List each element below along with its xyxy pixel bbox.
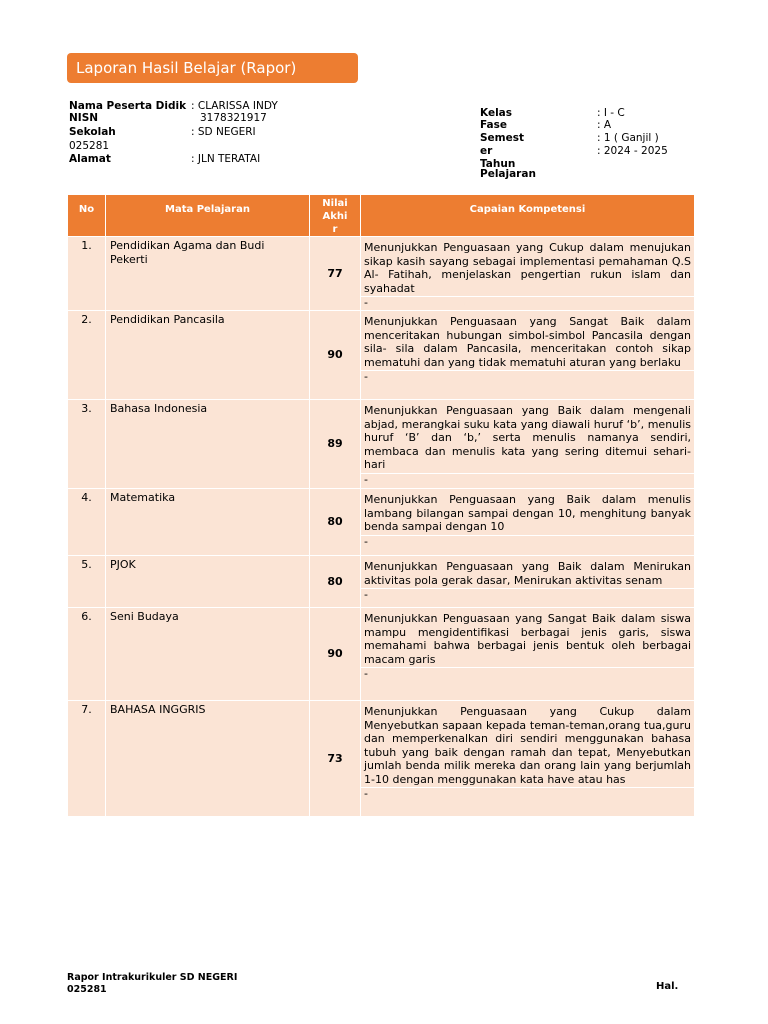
subject-name: Matematika — [106, 489, 310, 556]
address-value: : JLN TERATAI — [191, 153, 261, 165]
header-subject: Mata Pelajaran — [106, 195, 310, 237]
year-label: Tahun — [480, 158, 516, 170]
final-score: 80 — [310, 489, 361, 556]
competency-text: Menunjukkan Penguasaan yang Cukup dalam menujukan sikap kasih sayang sebagai implementasi pemahaman Q.S Al- Fatihah, menjelaskan pengertian rukun islam dan syahadat — [364, 241, 691, 295]
competency-dash: - — [361, 588, 694, 601]
report-title-banner — [67, 53, 358, 83]
table-row — [68, 489, 695, 556]
student-name-label: Nama Peserta Didik — [69, 100, 187, 112]
final-score: 90 — [310, 608, 361, 701]
competency-dash: - — [361, 787, 694, 800]
competency-text: Menunjukkan Penguasaan yang Baik dalam menulis lambang bilangan sampai dengan 10, menghitung banyak benda sampai dengan 10 — [364, 493, 691, 533]
semester-label: Semest — [480, 132, 525, 144]
competency-dash: - — [361, 535, 694, 548]
row-number: 2. — [68, 311, 106, 400]
grades-table — [67, 194, 695, 817]
final-score: 89 — [310, 400, 361, 489]
table-row — [68, 237, 695, 311]
competency-cell — [361, 556, 695, 608]
year-label-cont: Pelajaran — [480, 168, 536, 180]
competency-text: Menunjukkan Penguasaan yang Sangat Baik dalam menceritakan hubungan simbol-simbol Pancasila dengan sila- sila dalam Pancasila, menceritakan contoh sikap mematuhi dan yang tidak mematuhi aturan yang berlaku — [364, 315, 691, 369]
row-number: 4. — [68, 489, 106, 556]
subject-name: BAHASA INGGRIS — [106, 701, 310, 817]
table-row — [68, 400, 695, 489]
nisn-value: 3178321917 — [200, 112, 267, 124]
nisn-label: NISN — [69, 112, 99, 124]
address-label: Alamat — [69, 153, 111, 165]
footer-page-label: Hal. — [656, 981, 679, 992]
phase-value: : A — [597, 119, 612, 131]
school-code: 025281 — [69, 140, 110, 152]
row-number: 5. — [68, 556, 106, 608]
table-row — [68, 311, 695, 400]
competency-text: Menunjukkan Penguasaan yang Cukup dalam Menyebutkan sapaan kepada teman-teman,orang tua,guru dan memperkenalkan diri sendiri menggunakan bahasa tubuh yang baik dengan ramah dan tepat, Menyebutkan jumlah benda milik mereka dan orang lain yang berjumlah 1-10 dengan menggunakan kata have atau has — [364, 705, 691, 786]
competency-dash: - — [361, 667, 694, 680]
school-label: Sekolah — [69, 126, 116, 138]
table-header-row — [68, 195, 695, 237]
competency-cell — [361, 400, 695, 489]
header-no: No — [68, 195, 106, 237]
subject-name: Pendidikan Pancasila — [106, 311, 310, 400]
competency-dash: - — [361, 370, 694, 383]
table-row — [68, 556, 695, 608]
class-label: Kelas — [480, 107, 513, 119]
footer-school: Rapor Intrakurikuler SD NEGERI 025281 — [67, 972, 238, 995]
competency-text: Menunjukkan Penguasaan yang Baik dalam Menirukan aktivitas pola gerak dasar, Menirukan aktivitas senam — [364, 560, 691, 587]
report-title: Laporan Hasil Belajar (Rapor) — [76, 59, 297, 77]
header-competency: Capaian Kompetensi — [361, 195, 695, 237]
subject-name: PJOK — [106, 556, 310, 608]
competency-text: Menunjukkan Penguasaan yang Baik dalam mengenali abjad, merangkai suku kata yang diawali huruf ‘b’, menulis huruf ‘B’ dan ‘b,’ serta menulis namanya sendiri, membaca dan menulis kata yang sering ditemui sehari-hari — [364, 404, 691, 471]
class-value: : I - C — [597, 107, 625, 119]
table-row — [68, 701, 695, 817]
row-number: 3. — [68, 400, 106, 489]
header-score: Nilai Akhi r — [310, 195, 361, 237]
subject-name: Pendidikan Agama dan Budi Pekerti — [106, 237, 310, 311]
subject-name: Bahasa Indonesia — [106, 400, 310, 489]
competency-text: Menunjukkan Penguasaan yang Sangat Baik dalam siswa mampu mengidentifikasi berbagai jenis garis, siswa memahami bahwa berbagai jenis bentuk oleh berbagai macam garis — [364, 612, 691, 666]
final-score: 90 — [310, 311, 361, 400]
row-number: 1. — [68, 237, 106, 311]
competency-cell — [361, 701, 695, 817]
table-row — [68, 608, 695, 701]
final-score: 80 — [310, 556, 361, 608]
final-score: 77 — [310, 237, 361, 311]
school-value: : SD NEGERI — [191, 126, 256, 138]
competency-cell — [361, 489, 695, 556]
competency-dash: - — [361, 473, 694, 486]
row-number: 7. — [68, 701, 106, 817]
competency-dash: - — [361, 296, 694, 309]
student-name-value: : CLARISSA INDY — [191, 100, 278, 112]
final-score: 73 — [310, 701, 361, 817]
semester-label-cont: er — [480, 145, 493, 157]
subject-name: Seni Budaya — [106, 608, 310, 701]
semester-value: : 1 ( Ganjil ) — [597, 132, 659, 144]
row-number: 6. — [68, 608, 106, 701]
year-value: : 2024 - 2025 — [597, 145, 668, 157]
competency-cell — [361, 237, 695, 311]
phase-label: Fase — [480, 119, 508, 131]
competency-cell — [361, 608, 695, 701]
competency-cell — [361, 311, 695, 400]
